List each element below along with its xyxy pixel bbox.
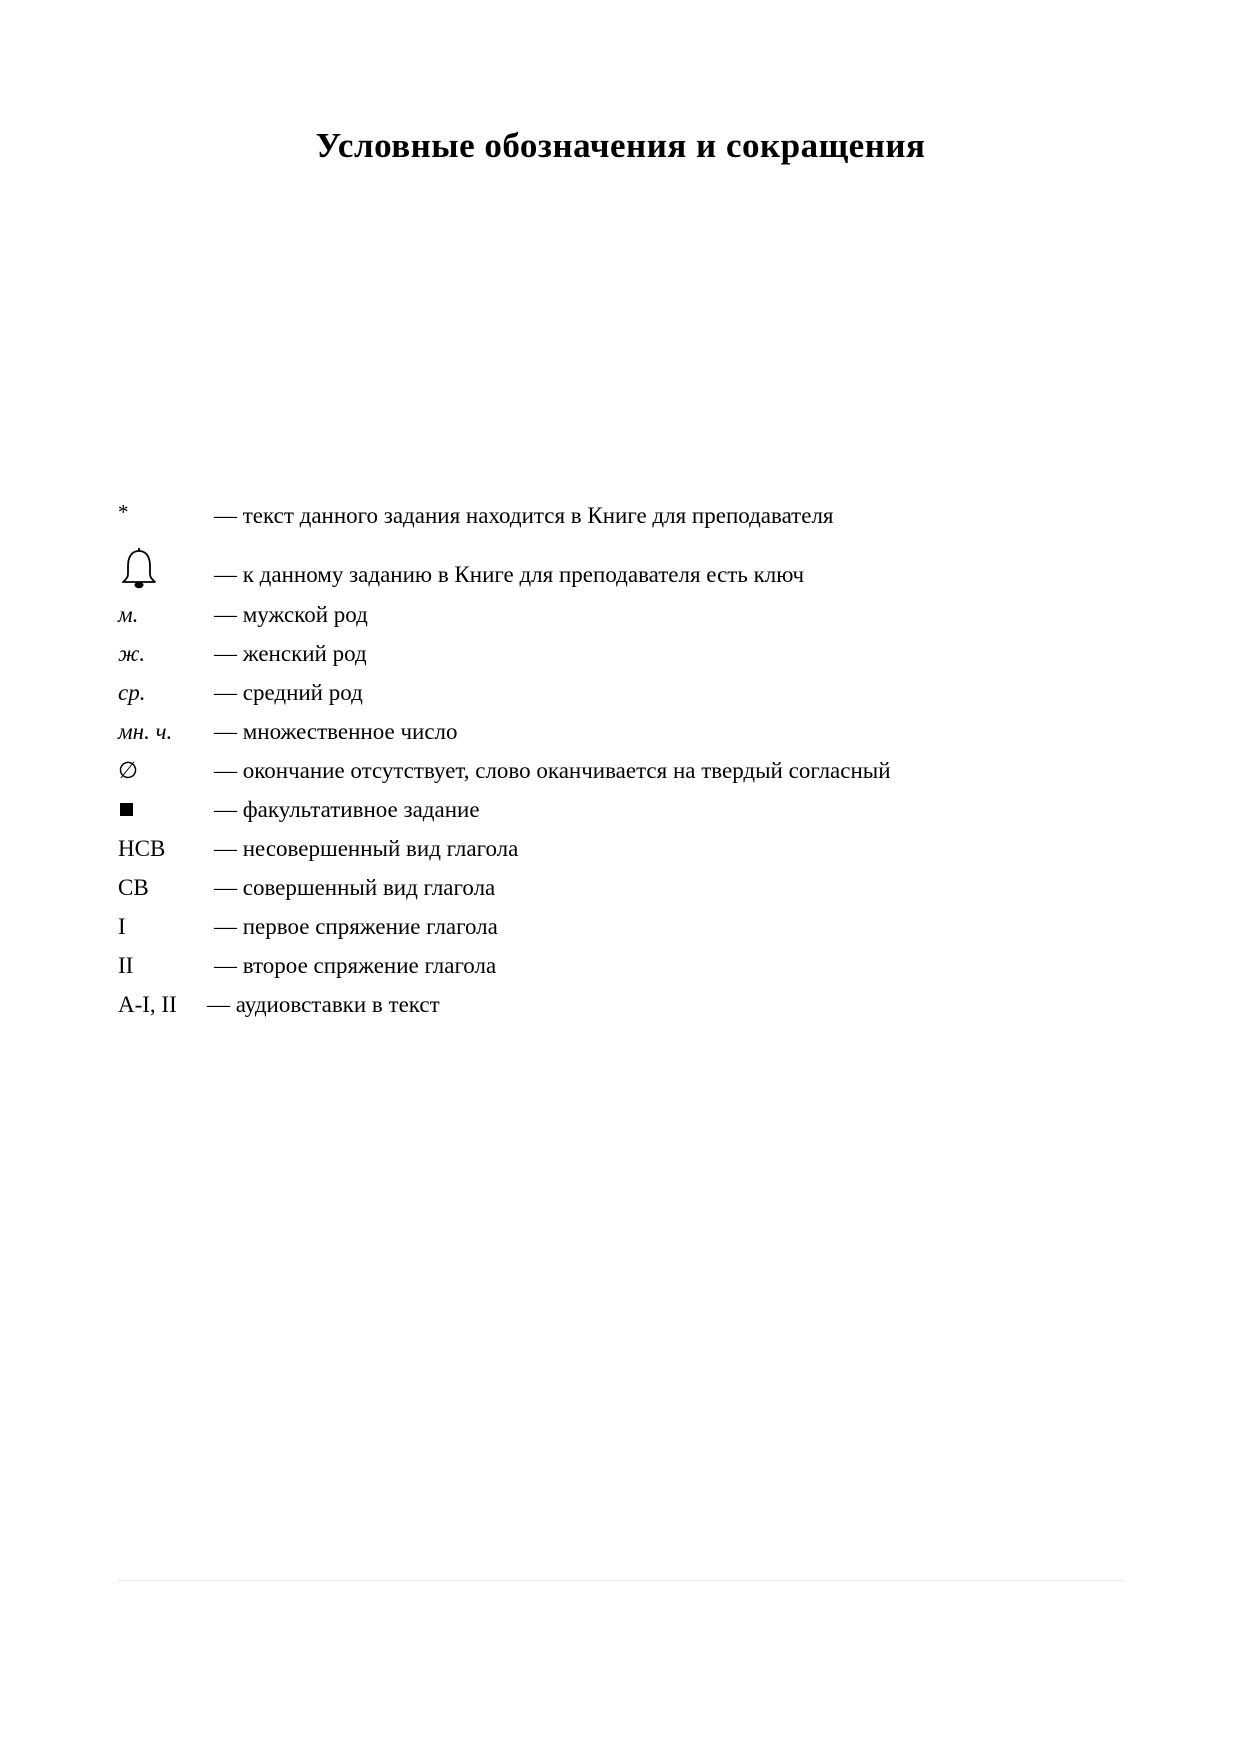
legend-description: — множественное число (214, 719, 458, 744)
legend-description: — текст данного задания находится в Книге для преподавателя (214, 503, 834, 528)
legend-item-neuter (118, 673, 1118, 712)
legend-description: — женский род (214, 641, 367, 666)
footer-divider (118, 1580, 1124, 1581)
legend-item-masculine (118, 595, 1118, 634)
legend-item-asterisk (118, 496, 1118, 535)
legend-description: — аудиовставки в текст (207, 992, 440, 1017)
legend-symbol: ср. (118, 680, 146, 705)
legend-item-optional (118, 790, 1118, 829)
legend-item-imperfective (118, 829, 1118, 868)
legend-description: — к данному заданию в Книге для преподавателя есть ключ (214, 562, 805, 587)
empty-set-symbol: ∅ (118, 758, 139, 783)
legend-item-first-conjugation (118, 907, 1118, 946)
legend-item-second-conjugation (118, 946, 1118, 985)
legend-item-feminine (118, 634, 1118, 673)
asterisk-symbol: * (118, 500, 129, 524)
legend-symbol: А-I, II (118, 992, 177, 1017)
legend-symbol: мн. ч. (118, 719, 173, 744)
legend-item-perfective (118, 868, 1118, 907)
legend-description: — средний род (214, 680, 363, 705)
legend-description: — совершенный вид глагола (214, 875, 496, 900)
legend-list (118, 496, 1118, 1024)
legend-symbol: СВ (118, 875, 149, 900)
black-square-icon (120, 803, 133, 816)
legend-item-plural (118, 712, 1118, 751)
legend-symbol: м. (118, 602, 139, 627)
legend-description: — факультативное задание (214, 797, 480, 822)
legend-description: — второе спряжение глагола (214, 953, 497, 978)
legend-symbol: ж. (118, 641, 146, 666)
legend-description: — несовершенный вид глагола (214, 836, 519, 861)
legend-symbol: I (118, 914, 126, 939)
legend-item-zero-ending (118, 751, 1118, 790)
legend-description: — окончание отсутствует, слово оканчивается на твердый согласный (214, 758, 891, 783)
page-title: Условные обозначения и сокращения (315, 126, 926, 165)
legend-symbol: II (118, 953, 134, 978)
legend-item-audio (118, 985, 1118, 1024)
legend-item-bell (118, 535, 1118, 595)
legend-symbol: НСВ (118, 836, 166, 861)
square-symbol (118, 790, 210, 829)
bell-icon (120, 547, 158, 591)
legend-description: — мужской род (214, 602, 368, 627)
legend-description: — первое спряжение глагола (214, 914, 498, 939)
